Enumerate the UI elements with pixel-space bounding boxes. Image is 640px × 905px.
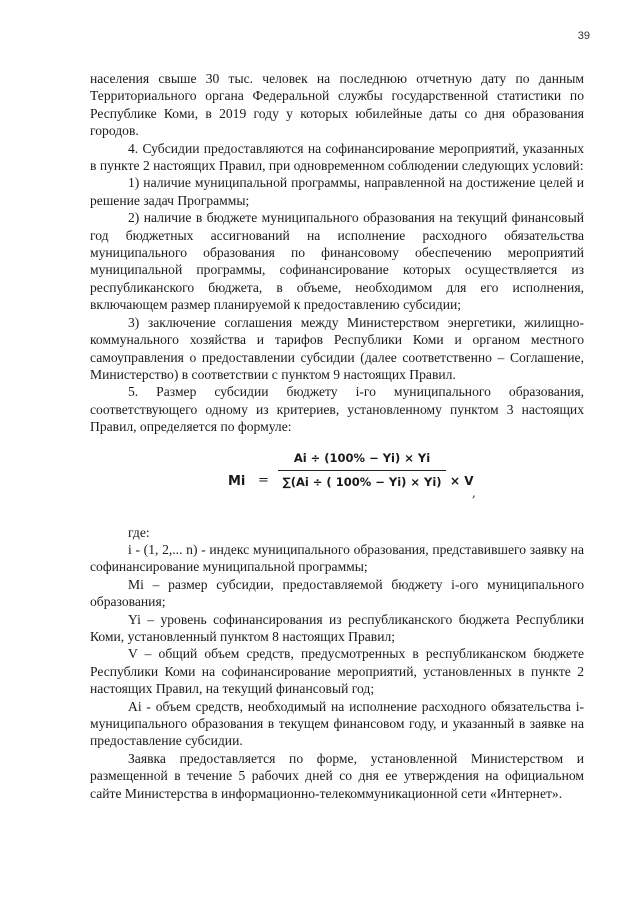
paragraph-condition-2: 2) наличие в бюджете муниципального образования на текущий финансовый год бюджетных ассигнований на исполнение расходного обязательства муниципального образования по финансовому обеспечению мероприятий муниципальной программы, софинансирование которых осуществляется из республиканского бюджета, в объеме, необходимом для его исполнения, включающем размер планируемой к предоставлению субсидии; [90,210,584,313]
subsidy-formula [90,444,584,518]
definition-v: V – общий объем средств, предусмотренных в республиканском бюджете Республики Коми на софинансирование мероприятий, установленных в пункте 2 настоящих Правил, на текущий финансовый год; [90,646,584,697]
paragraph-item-4: 4. Субсидии предоставляются на софинансирование мероприятий, указанных в пункте 2 настоящих Правил, при одновременном соблюдении следующих условий: [90,140,584,174]
where-label: где: [128,524,150,540]
formula-equals: = [258,472,269,488]
formula-lhs: Mi [228,473,246,489]
formula-comma: , [472,485,476,500]
formula-multiplier: × V [450,473,474,488]
definition-mi: Mi – размер субсидии, предоставляемой бюджету i-ого муниципального образования; [90,576,584,610]
formula-fraction [278,450,446,492]
formula-numerator: Ai ÷ (100% − Yi) × Yi [293,450,431,465]
paragraph-item-5: 5. Размер субсидии бюджету i-го муниципального образования, соответствующего одному из критериев, установленному пунктом 3 настоящих Правил, определяется по формуле: [90,384,584,435]
definition-i: i - (1, 2,... n) - индекс муниципального образования, представившего заявку на софинансирование муниципальной программы; [90,541,584,575]
page-number: 39 [577,30,590,42]
body-text [90,70,584,802]
definition-yi: Yi – уровень софинансирования из республиканского бюджета Республики Коми, установленный пунктом 8 настоящих Правил; [90,611,584,644]
paragraph-condition-3: 3) заключение соглашения между Министерством энергетики, жилищно-коммунального хозяйства и тарифов Республики Коми и органом местного самоуправления о предоставлении субсидии (далее соответственно – Соглашение, Министерство) в соответствии с пунктом 9 настоящих Правил. [90,314,584,382]
paragraph-continuation: населения свыше 30 тыс. человек на последнюю отчетную дату по данным Территориального органа Федеральной службы государственной статистики по Республике Коми, в 2019 году у которых юбилейные даты со дня образования городов. [90,71,584,139]
paragraph-condition-1: 1) наличие муниципальной программы, направленной на достижение целей и решение задач Программы; [90,175,584,208]
paragraph-application: Заявка предоставляется по форме, установленной Министерством и размещенной в течение 5 рабочих дней со дня ее утверждения на официальном сайте Министерства в информационно-телекоммуникационной сети «Интернет». [90,750,584,801]
formula-denominator: ∑(Ai ÷ ( 100% − Yi) × Yi) [282,474,442,489]
definition-ai: Ai - объем средств, необходимый на исполнение расходного обязательства i-муниципального образования в текущем финансовом году, и указанный в заявке на предоставление субсидии. [90,698,584,749]
